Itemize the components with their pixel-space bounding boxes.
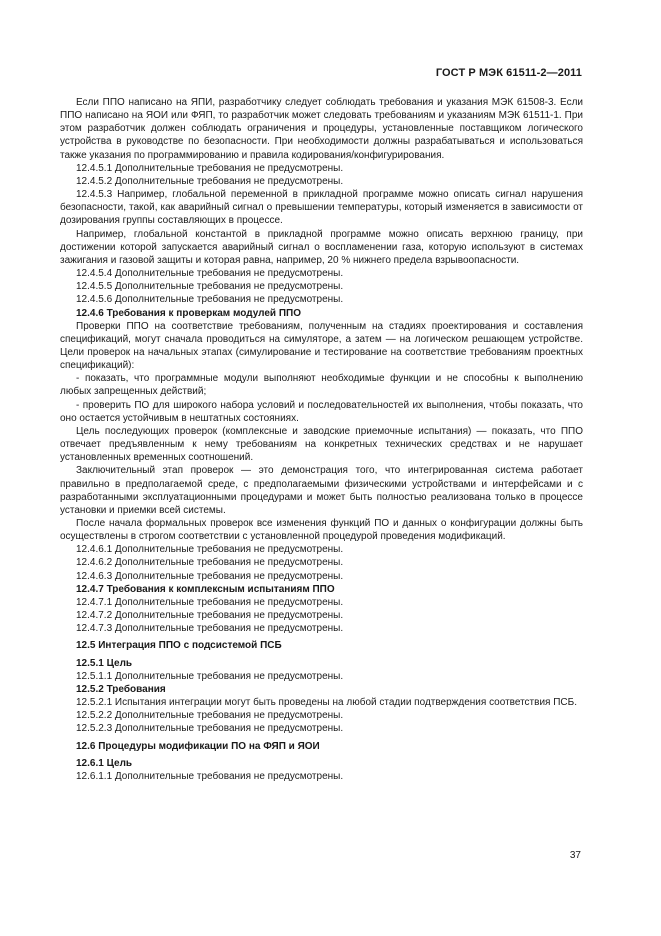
paragraph: 12.4.5.2 Дополнительные требования не предусмотрены. bbox=[76, 175, 344, 187]
paragraph: Если ППО написано на ЯПИ, разработчику следует соблюдать требования и указания МЭК 61508-3. Если ППО написано на ЯОИ или ФЯП, то разработчик может следовать требованиям и указаниям МЭК 61511-1. При этом разработчик должен соблюдать ограничения и процедуры, установленные поставщиком логического устройства в руководстве по безопасности. При необходимости должны разрабатываться и использоваться также указания по программированию и правила кодирования/конфигурирования. bbox=[60, 97, 583, 161]
paragraph: 12.6.1.1 Дополнительные требования не предусмотрены. bbox=[76, 770, 344, 782]
paragraph: После начала формальных проверок все изменения функций ПО и данных о конфигурации должны быть осуществлены в строгом соответствии с установленной процедурой проведения модификаций. bbox=[60, 518, 583, 543]
paragraph: Заключительный этап проверок — это демонстрация того, что интегрированная система работает правильно в предполагаемой среде, с предполагаемыми физическими устройствами и интерфейсами и с разработанными эксплуатационными процедурами и может быть полностью реализована только в процессе установки и приемки всей системы. bbox=[60, 465, 583, 516]
paragraph: 12.5.2.3 Дополнительные требования не предусмотрены. bbox=[76, 723, 344, 735]
section-heading: 12.4.6 Требования к проверкам модулей ППО bbox=[76, 307, 301, 319]
section-heading: 12.4.7 Требования к комплексным испытаниям ППО bbox=[76, 583, 335, 595]
page-number: 37 bbox=[569, 850, 581, 861]
section-heading: 12.6.1 Цель bbox=[76, 757, 133, 769]
paragraph: 12.5.2.1 Испытания интеграции могут быть проведены на любой стадии подтверждения соответствия ПСБ. bbox=[76, 697, 577, 709]
section-heading: 12.5 Интеграция ППО с подсистемой ПСБ bbox=[76, 640, 282, 652]
paragraph: 12.4.6.1 Дополнительные требования не предусмотрены. bbox=[76, 544, 344, 556]
paragraph: 12.4.5.4 Дополнительные требования не предусмотрены. bbox=[76, 268, 344, 280]
paragraph: 12.4.7.2 Дополнительные требования не предусмотрены. bbox=[76, 610, 344, 622]
paragraph: Цель последующих проверок (комплексные и заводские приемочные испытания) — показать, что ППО отвечает предъявленным к нему требованиям на конкретных технических средствах и не нарушает установленных временных соотношений. bbox=[60, 425, 583, 464]
paragraph: - проверить ПО для широкого набора условий и последовательностей их выполнения, чтобы показать, что оно остается устойчивым в нештатных состояниях. bbox=[60, 399, 583, 424]
paragraph: 12.4.7.1 Дополнительные требования не предусмотрены. bbox=[76, 596, 344, 608]
section-heading: 12.6 Процедуры модификации ПО на ФЯП и ЯОИ bbox=[76, 740, 320, 752]
paragraph: 12.4.5.1 Дополнительные требования не предусмотрены. bbox=[76, 162, 344, 174]
section-heading: 12.5.2 Требования bbox=[76, 683, 166, 695]
paragraph: Проверки ППО на соответствие требованиям, полученным на стадиях проектирования и составления спецификаций, могут сначала проводиться на симуляторе, а затем — на логическом решающем устройстве. Цели проверок на начальных этапах (симулирование и тестирование на соответствие требованиям проектных спецификаций): bbox=[60, 320, 583, 372]
paragraph: 12.4.5.5 Дополнительные требования не предусмотрены. bbox=[76, 281, 344, 293]
paragraph: 12.4.6.2 Дополнительные требования не предусмотрены. bbox=[76, 557, 344, 569]
paragraph: - показать, что программные модули выполняют необходимые функции и не способны к выполнению любых запрещенных действий; bbox=[60, 373, 583, 398]
paragraph: 12.4.5.6 Дополнительные требования не предусмотрены. bbox=[76, 294, 344, 306]
paragraph: 12.4.7.3 Дополнительные требования не предусмотрены. bbox=[76, 623, 344, 635]
section-heading: 12.5.1 Цель bbox=[76, 657, 133, 669]
paragraph: 12.5.2.2 Дополнительные требования не предусмотрены. bbox=[76, 710, 344, 722]
paragraph: 12.4.6.3 Дополнительные требования не предусмотрены. bbox=[76, 570, 344, 582]
paragraph: Например, глобальной константой в прикладной программе можно описать верхнюю границу, при достижении которой запускается аварийный сигнал о воспламенении газа, которую используют в системах зажигания и газовой защиты и которая равна, например, 20 % нижнего предела взрывоопасности. bbox=[60, 228, 583, 266]
document-header: ГОСТ Р МЭК 61511-2—2011 bbox=[435, 67, 582, 79]
paragraph: 12.5.1.1 Дополнительные требования не предусмотрены. bbox=[76, 670, 344, 682]
paragraph: 12.4.5.3 Например, глобальной переменной в прикладной программе можно описать сигнал нарушения безопасности, такой, как аварийный сигнал о превышении температуры, который изменяется в зависимости от дозирования группы составляющих в процессе. bbox=[60, 189, 583, 227]
document-body bbox=[60, 96, 583, 783]
